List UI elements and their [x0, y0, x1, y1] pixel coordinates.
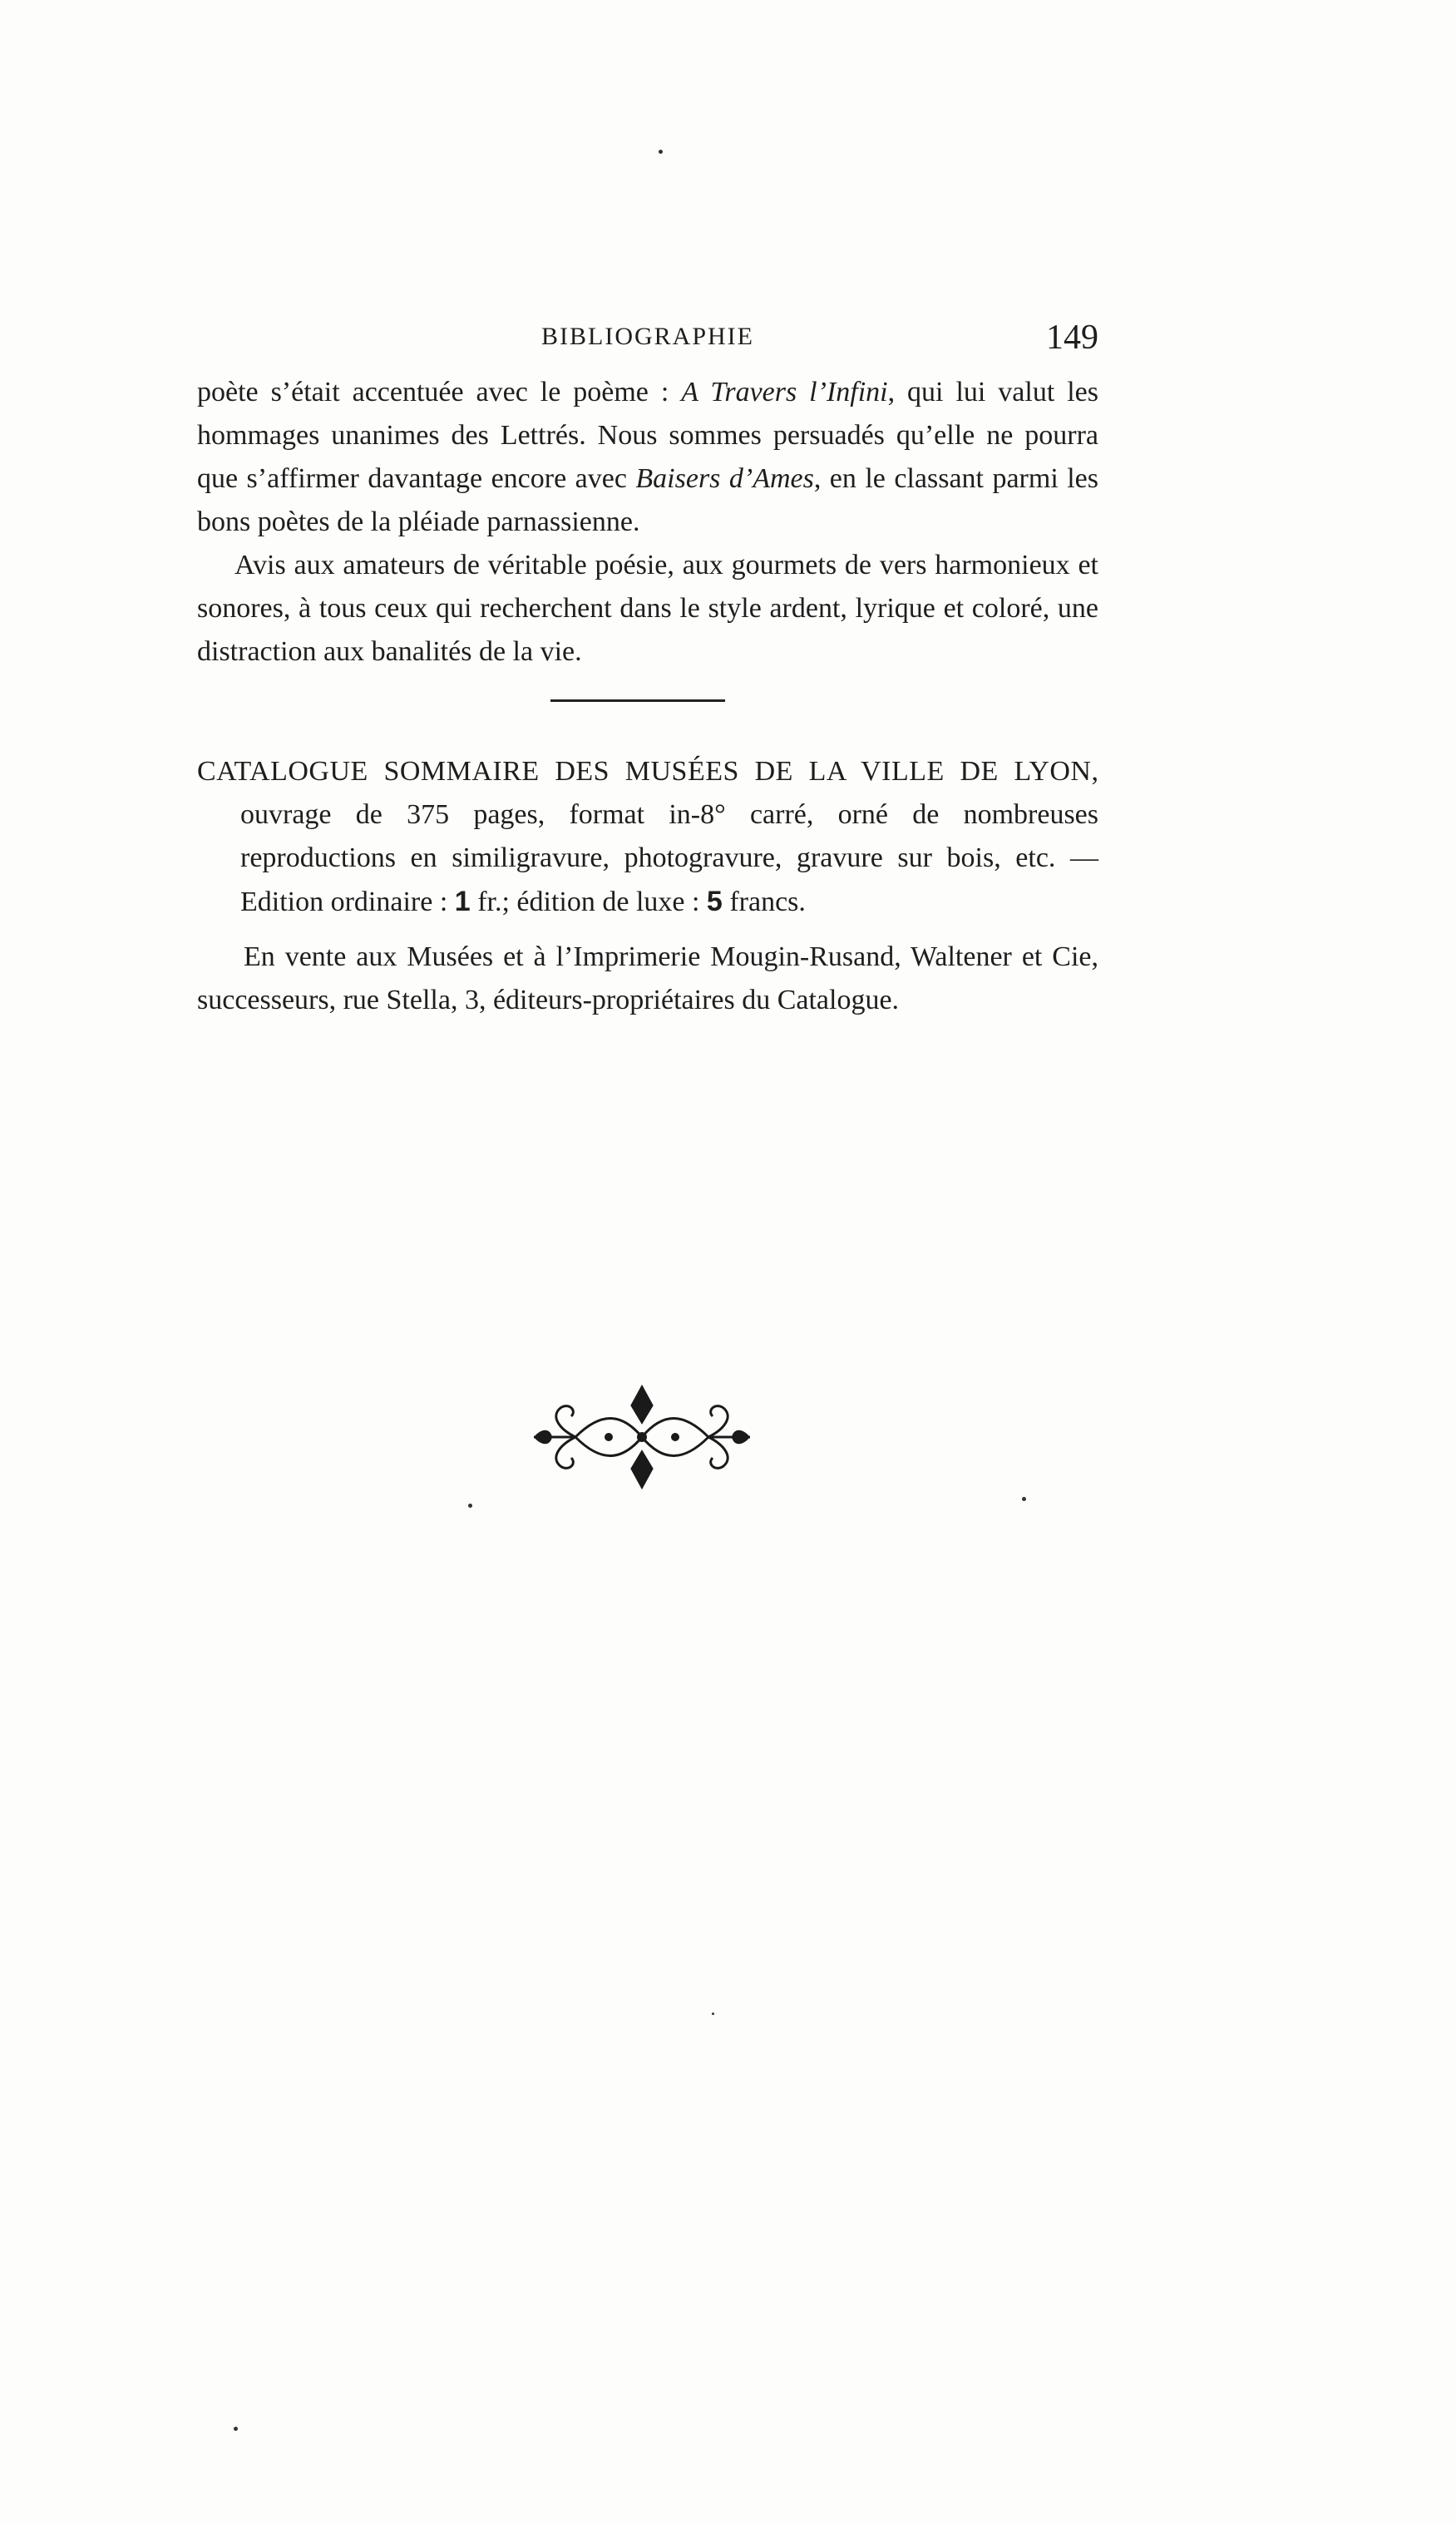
print-speck [1022, 1497, 1026, 1501]
print-speck [659, 150, 663, 154]
paragraph-1 [197, 371, 1098, 544]
catalogue-entry [197, 750, 1098, 1022]
book-title-infini: A Travers l’Infini [681, 377, 888, 407]
catalogue-desc: , ouvrage de 375 pages, format in-8° carré, orné de nombreuses reproductions en similigravure, photogravure, gravure sur bois, etc. — Edition ordinaire : [240, 756, 1098, 917]
paragraph-2: Avis aux amateurs de véritable poésie, aux gourmets de vers harmonieux et sonores, à tous ceux qui recherchent dans le style ardent, lyrique et coloré, une distraction aux banalités de la vie. [197, 550, 1098, 667]
catalogue-title: CATALOGUE SOMMAIRE DES MUSÉES DE LA VILLE DE LYON [197, 756, 1092, 787]
print-speck [234, 2427, 238, 2431]
catalogue-desc-3: francs. [722, 887, 806, 917]
review-text [197, 371, 1098, 674]
catalogue-description [197, 750, 1098, 924]
catalogue-desc-2: fr.; édition de luxe : [470, 887, 707, 917]
print-speck [712, 2013, 714, 2015]
page-number: 149 [1046, 319, 1098, 357]
paragraph-1-part-3: , en le classant parmi les bons poètes de la pléiade parnassienne. [197, 463, 1098, 537]
running-head [197, 318, 1098, 359]
running-title: BIBLIOGRAPHIE [541, 323, 754, 350]
price-luxe: 5 [706, 886, 723, 917]
paragraph-1-part-1: poète s’était accentuée avec le poème : [197, 377, 682, 407]
sale-info: En vente aux Musées et à l’Imprimerie Mougin-Rusand, Waltener et Cie, successeurs, rue Stella, 3, éditeurs-propriétaires du Catalogue. [197, 941, 1098, 1015]
print-speck [468, 1504, 472, 1508]
paragraph-1-part-2: , qui lui valut les hommages unanimes des Lettrés. Nous sommes persuadés qu’elle ne pourra que s’affirmer davantage encore avec [197, 377, 1098, 494]
fleuron-icon [526, 1379, 758, 1495]
book-title-baisers: Baisers d’Ames [635, 463, 814, 494]
price-ordinary: 1 [454, 886, 471, 917]
section-divider [550, 699, 725, 702]
